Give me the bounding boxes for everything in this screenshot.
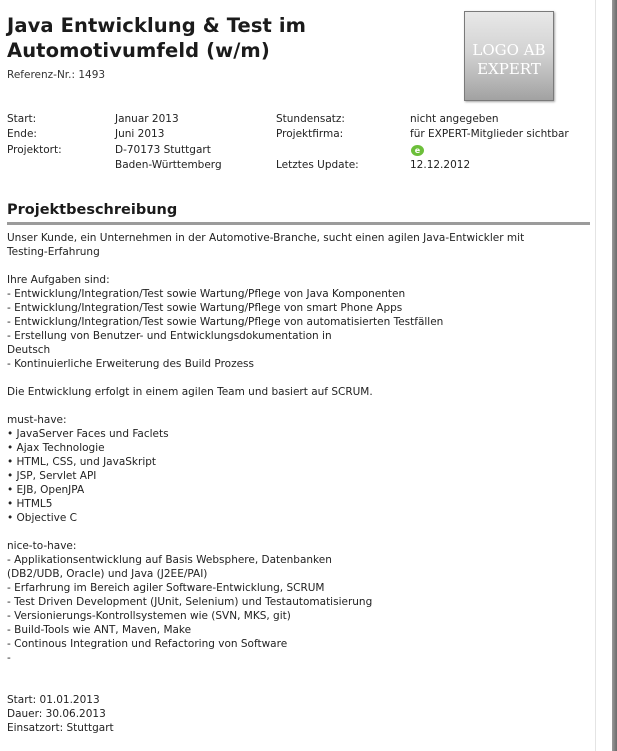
description-line: nice-to-have:	[7, 540, 77, 552]
description-line: • EJB, OpenJPA	[7, 484, 85, 496]
description-line: - Applikationsentwicklung auf Basis Websphere, Datenbanken	[7, 554, 332, 566]
description-line: • Objective C	[7, 512, 77, 524]
description-line: • HTML5	[7, 498, 53, 510]
logo-text-line-2: EXPERT	[477, 60, 541, 78]
description-line: Testing-Erfahrung	[7, 246, 100, 258]
location-region: Baden-Württemberg	[115, 159, 222, 171]
end-value: Juni 2013	[115, 128, 165, 140]
location-value: D-70173 Stuttgart	[115, 144, 211, 156]
reference-number: Referenz-Nr.: 1493	[7, 69, 106, 81]
end-label: Ende:	[7, 128, 37, 140]
description-line: Start: 01.01.2013	[7, 694, 100, 706]
company-label: Projektfirma:	[276, 128, 344, 140]
start-label: Start:	[7, 113, 37, 125]
rate-value: nicht angegeben	[410, 113, 499, 125]
project-title: Java Entwicklung & Test im Automotivumfeld (w/m)	[7, 14, 307, 62]
description-line: • JavaServer Faces und Faclets	[7, 428, 169, 440]
description-line	[7, 371, 577, 385]
description-line	[7, 679, 577, 693]
logo-text-line-1: LOGO AB	[472, 41, 546, 59]
description-line: • HTML, CSS, und JavaSkript	[7, 456, 157, 468]
location-label: Projektort:	[7, 144, 62, 156]
description-line: • Ajax Technologie	[7, 442, 105, 454]
description-line: Einsatzort: Stuttgart	[7, 722, 114, 734]
description-line: - Build-Tools wie ANT, Maven, Make	[7, 624, 192, 636]
description-line: - Kontinuierliche Erweiterung des Build Prozess	[7, 358, 254, 370]
description-line: Deutsch	[7, 344, 51, 356]
description-line: - Erfarhrung im Bereich agiler Software-Entwicklung, SCRUM	[7, 582, 325, 594]
company-value: für EXPERT-Mitglieder sichtbar	[410, 128, 569, 140]
description-line	[7, 259, 577, 273]
e-badge-icon[interactable]: e	[410, 143, 424, 158]
description-line: - Entwicklung/Integration/Test sowie Wartung/Pflege von Java Komponenten	[7, 288, 406, 300]
description-line: Dauer: 30.06.2013	[7, 708, 106, 720]
update-label: Letztes Update:	[276, 159, 359, 171]
description-line: - Versionierungs-Kontrollsystemen wie (SVN, MKS, git)	[7, 610, 291, 622]
window-scroll-edge[interactable]	[612, 0, 617, 751]
description-line: (DB2/UDB, Oracle) und Java (J2EE/PAI)	[7, 568, 208, 580]
project-description	[7, 231, 577, 735]
description-line: -	[7, 652, 11, 664]
update-value: 12.12.2012	[410, 159, 471, 171]
rate-label: Stundensatz:	[276, 113, 345, 125]
section-title: Projektbeschreibung	[7, 202, 178, 218]
description-line: - Test Driven Development (JUnit, Selenium) und Testautomatisierung	[7, 596, 373, 608]
description-line: Unser Kunde, ein Unternehmen in der Automotive-Branche, sucht einen agilen Java-Entwickler mit	[7, 232, 525, 244]
description-line: - Erstellung von Benutzer- und Entwicklungsdokumentation in	[7, 330, 332, 342]
section-divider	[7, 222, 590, 225]
description-line: • JSP, Servlet API	[7, 470, 97, 482]
page-border-line	[595, 0, 596, 751]
description-line: Die Entwicklung erfolgt in einem agilen Team und basiert auf SCRUM.	[7, 386, 373, 398]
description-line: - Entwicklung/Integration/Test sowie Wartung/Pflege von smart Phone Apps	[7, 302, 403, 314]
description-line: Ihre Aufgaben sind:	[7, 274, 110, 286]
company-logo	[464, 11, 554, 101]
start-value: Januar 2013	[115, 113, 179, 125]
description-line: - Entwicklung/Integration/Test sowie Wartung/Pflege von automatisierten Testfällen	[7, 316, 444, 328]
description-line: must-have:	[7, 414, 67, 426]
description-line: - Continous Integration und Refactoring von Software	[7, 638, 288, 650]
description-line	[7, 399, 577, 413]
description-line	[7, 665, 577, 679]
description-line	[7, 525, 577, 539]
